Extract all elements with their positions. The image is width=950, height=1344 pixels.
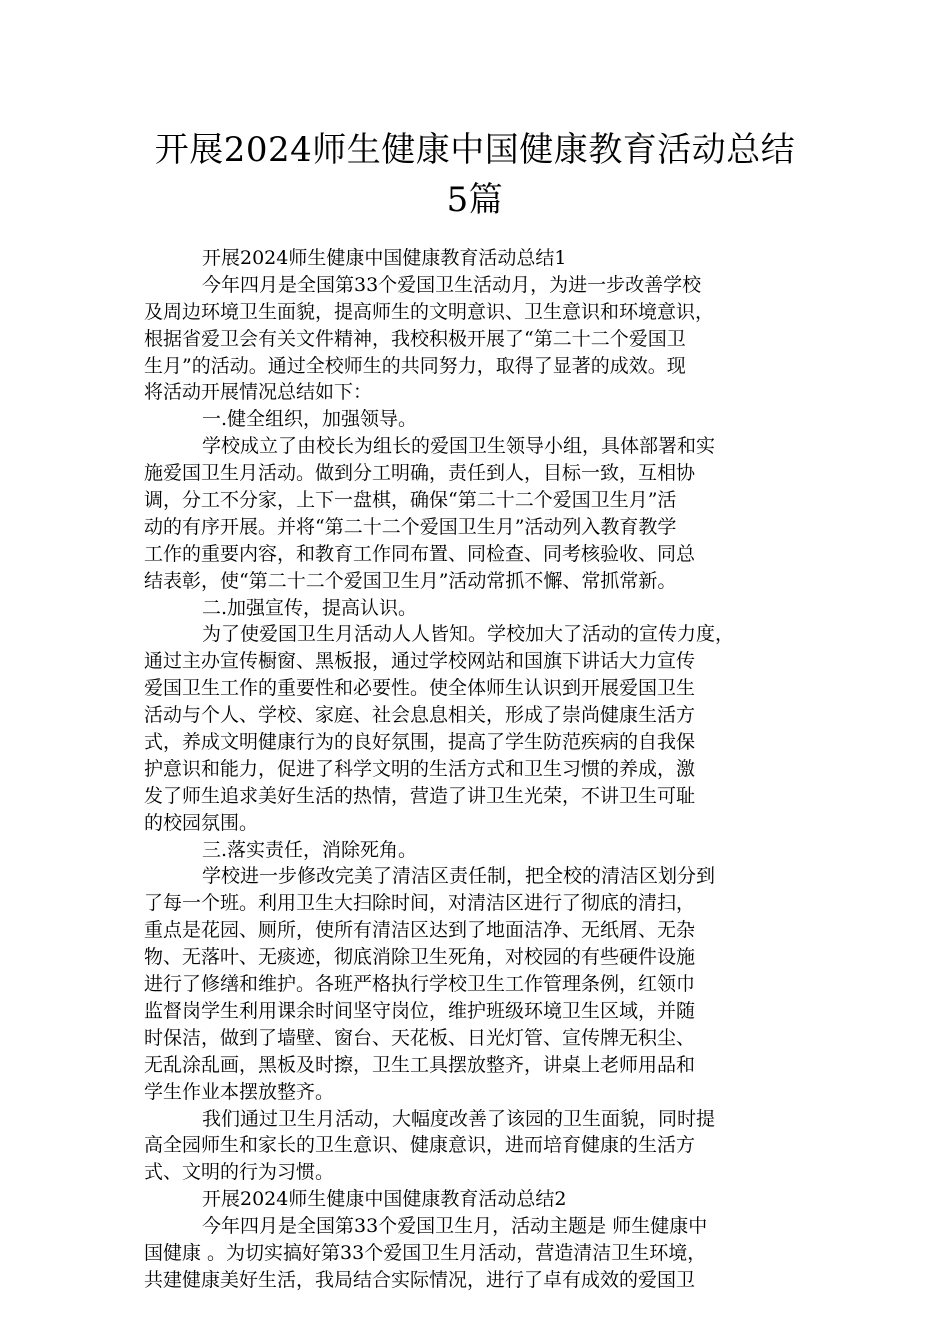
- text-line: 重点是花园、厕所，使所有清洁区达到了地面洁净、无纸屑、无杂: [144, 919, 696, 942]
- text-line: 我们通过卫生月活动，大幅度改善了该园的卫生面貌，同时提: [202, 1107, 716, 1130]
- text-line: 爱国卫生工作的重要性和必要性。使全体师生认识到开展爱国卫生: [144, 677, 696, 700]
- text-line: 生月”的活动。通过全校师生的共同努力，取得了显著的成效。现: [144, 354, 686, 377]
- text-line: 进行了修缮和维护。各班严格执行学校卫生工作管理条例，红领巾: [144, 973, 696, 996]
- text-line: 高全园师生和家长的卫生意识、健康意识，进而培育健康的生活方: [144, 1134, 696, 1157]
- text-line: 今年四月是全国第33个爱国卫生活动月，为进一步改善学校: [202, 273, 702, 296]
- text-line: 学生作业本摆放整齐。: [144, 1080, 335, 1103]
- text-line: 结表彰，使“第二十二个爱国卫生月”活动常抓不懈、常抓常新。: [144, 569, 677, 592]
- text-line: 无乱涂乱画，黑板及时擦，卫生工具摆放整齐，讲桌上老师用品和: [144, 1053, 696, 1076]
- text-line: 共建健康美好生活，我局结合实际情况，进行了卓有成效的爱国卫: [144, 1268, 696, 1291]
- text-line: 施爱国卫生月活动。做到分工明确，责任到人，目标一致，互相协: [144, 462, 696, 485]
- text-line: 学校进一步修改完美了清洁区责任制，把全校的清洁区划分到: [202, 865, 716, 888]
- text-line: 二.加强宣传，提高认识。: [202, 596, 418, 619]
- text-line: 时保洁，做到了墙壁、窗台、天花板、日光灯管、宣传牌无积尘、: [144, 1026, 696, 1049]
- text-line: 今年四月是全国第33个爱国卫生月，活动主题是 师生健康中: [202, 1215, 708, 1238]
- document-body: [144, 245, 812, 1294]
- text-line: 将活动开展情况总结如下：: [144, 381, 373, 404]
- text-line: 发了师生追求美好生活的热情，营造了讲卫生光荣，不讲卫生可耻: [144, 784, 696, 807]
- text-line: 开展2024师生健康中国健康教育活动总结1: [202, 247, 567, 269]
- text-line: 调，分工不分家，上下一盘棋，确保“第二十二个爱国卫生月”活: [144, 489, 677, 512]
- text-line: 根据省爱卫会有关文件精神，我校积极开展了“第二十二个爱国卫: [144, 327, 686, 350]
- text-line: 动的有序开展。并将“第二十二个爱国卫生月”活动列入教育教学: [144, 515, 677, 538]
- document-title-line-1: 开展2024师生健康中国健康教育活动总结: [154, 130, 796, 170]
- text-line: 及周边环境卫生面貌，提高师生的文明意识、卫生意识和环境意识，: [144, 300, 715, 323]
- text-line: 开展2024师生健康中国健康教育活动总结2: [202, 1188, 567, 1211]
- text-line: 工作的重要内容，和教育工作同布置、同检查、同考核验收、同总: [144, 542, 696, 565]
- text-line: 一.健全组织，加强领导。: [202, 408, 418, 431]
- text-line: 国健康 。为切实搞好第33个爱国卫生月活动，营造清洁卫生环境，: [144, 1241, 707, 1264]
- text-line: 三.落实责任，消除死角。: [202, 838, 418, 861]
- text-line: 学校成立了由校长为组长的爱国卫生领导小组，具体部署和实: [202, 435, 716, 458]
- text-line: 监督岗学生利用课余时间坚守岗位，维护班级环境卫生区域，并随: [144, 999, 696, 1022]
- text-line: 通过主办宣传橱窗、黑板报，通过学校网站和国旗下讲话大力宣传: [144, 650, 696, 673]
- text-line: 式，养成文明健康行为的良好氛围，提高了学生防范疾病的自我保: [144, 731, 696, 754]
- text-line: 式、文明的行为习惯。: [144, 1161, 335, 1184]
- text-line: 为了使爱国卫生月活动人人皆知。学校加大了活动的宣传力度，: [202, 623, 735, 646]
- text-line: 护意识和能力，促进了科学文明的生活方式和卫生习惯的养成，激: [144, 757, 696, 780]
- text-line: 了每一个班。利用卫生大扫除时间，对清洁区进行了彻底的清扫，: [144, 892, 696, 915]
- document-title-line-2: 5篇: [446, 180, 504, 220]
- text-line: 物、无落叶、无痰迹，彻底消除卫生死角，对校园的有些硬件设施: [144, 946, 696, 969]
- text-line: 活动与个人、学校、家庭、社会息息相关，形成了崇尚健康生活方: [144, 704, 696, 727]
- text-line: 的校园氛围。: [144, 811, 259, 834]
